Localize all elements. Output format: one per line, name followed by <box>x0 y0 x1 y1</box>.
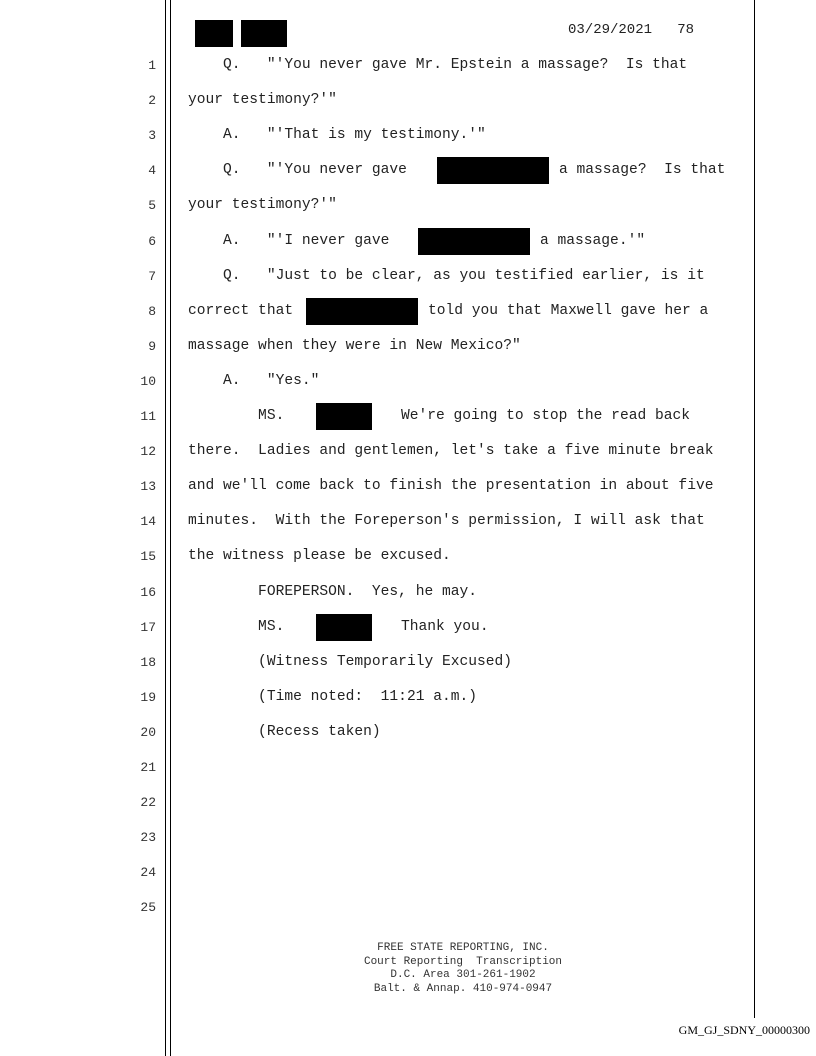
line-number: 5 <box>148 198 156 214</box>
header-redaction-1 <box>195 20 233 47</box>
transcript-text: Q. "Just to be clear, as you testified earlier, is it <box>188 267 705 284</box>
transcript-text: Thank you. <box>401 618 489 635</box>
line-number: 11 <box>140 409 156 424</box>
transcript-text: and we'll come back to finish the presentation in about five <box>188 478 714 495</box>
transcript-text: MS. <box>188 618 285 635</box>
line-number: 14 <box>140 514 156 530</box>
left-margin-rule-1 <box>165 0 166 1056</box>
transcript-text: A. "'That is my testimony.'" <box>188 127 486 144</box>
line-number: 25 <box>140 900 156 916</box>
line-number: 17 <box>140 619 156 635</box>
transcript-text: (Witness Temporarily Excused) <box>188 653 513 670</box>
header-redaction-2 <box>241 20 287 47</box>
redaction-box <box>306 298 418 325</box>
transcript-text: A. "Yes." <box>188 372 320 389</box>
line-number: 9 <box>148 338 156 354</box>
line-number: 18 <box>140 654 156 670</box>
footer-dc-phone: D.C. Area 301-261-1902 <box>390 969 536 981</box>
line-number: 10 <box>140 373 156 389</box>
transcript-text: there. Ladies and gentlemen, let's take a five minute break <box>188 443 714 460</box>
transcript-text: (Recess taken) <box>188 723 381 740</box>
footer-service: Court Reporting Transcription <box>363 955 563 968</box>
line-number: 13 <box>140 479 156 495</box>
line-number: 3 <box>148 128 156 144</box>
page-number: 78 <box>677 22 695 38</box>
left-margin-rule-2 <box>170 0 171 1056</box>
transcript-text: a massage.'" <box>540 232 646 249</box>
line-number: 15 <box>140 549 156 565</box>
line-number: 1 <box>148 58 156 73</box>
line-number: 22 <box>140 795 156 811</box>
bates-number: GM_GJ_SDNY_00000300 <box>678 1023 810 1037</box>
transcript-text: FOREPERSON. Yes, he may. <box>188 583 478 600</box>
right-margin-rule <box>754 0 755 1018</box>
transcript-text: your testimony?'" <box>188 92 337 109</box>
transcript-text: massage when they were in New Mexico?" <box>188 337 521 354</box>
redaction-box <box>437 157 549 184</box>
line-number: 23 <box>140 830 156 846</box>
transcript-text: Q. "'You never gave Mr. Epstein a massage? Is that <box>188 57 688 73</box>
transcript-text: We're going to stop the read back <box>401 408 691 424</box>
transcript-text: A. "'I never gave <box>188 232 390 249</box>
line-number: 24 <box>140 865 156 881</box>
transcript-text: MS. <box>188 408 285 424</box>
footer-balt-phone: Balt. & Annap. 410-974-0947 <box>373 982 553 995</box>
line-number: 16 <box>140 584 156 600</box>
line-number: 2 <box>148 93 156 109</box>
redaction-box <box>316 614 372 641</box>
redaction-box <box>316 403 372 430</box>
transcript-text: minutes. With the Foreperson's permission, I will ask that <box>188 513 705 530</box>
transcript-text: correct that <box>188 302 294 319</box>
line-number: 21 <box>140 760 156 775</box>
footer <box>300 942 626 996</box>
line-number: 8 <box>148 303 156 319</box>
line-number: 7 <box>148 268 156 284</box>
transcript-text: the witness please be excused. <box>188 548 451 565</box>
transcript-text: (Time noted: 11:21 a.m.) <box>188 688 478 705</box>
transcript-text: told you that Maxwell gave her a <box>428 302 709 319</box>
line-number: 4 <box>148 163 156 179</box>
line-number: 19 <box>140 689 156 705</box>
line-number: 12 <box>140 444 156 460</box>
redaction-box <box>418 228 530 255</box>
transcript-text: your testimony?'" <box>188 197 337 214</box>
line-number: 20 <box>140 724 156 740</box>
header-date-page <box>568 22 694 38</box>
header-date: 03/29/2021 <box>568 22 653 38</box>
transcript-text: a massage? Is that <box>559 162 726 179</box>
footer-company: FREE STATE REPORTING, INC. <box>377 942 549 954</box>
line-number: 6 <box>148 233 156 249</box>
transcript-text: Q. "'You never gave <box>188 162 407 179</box>
